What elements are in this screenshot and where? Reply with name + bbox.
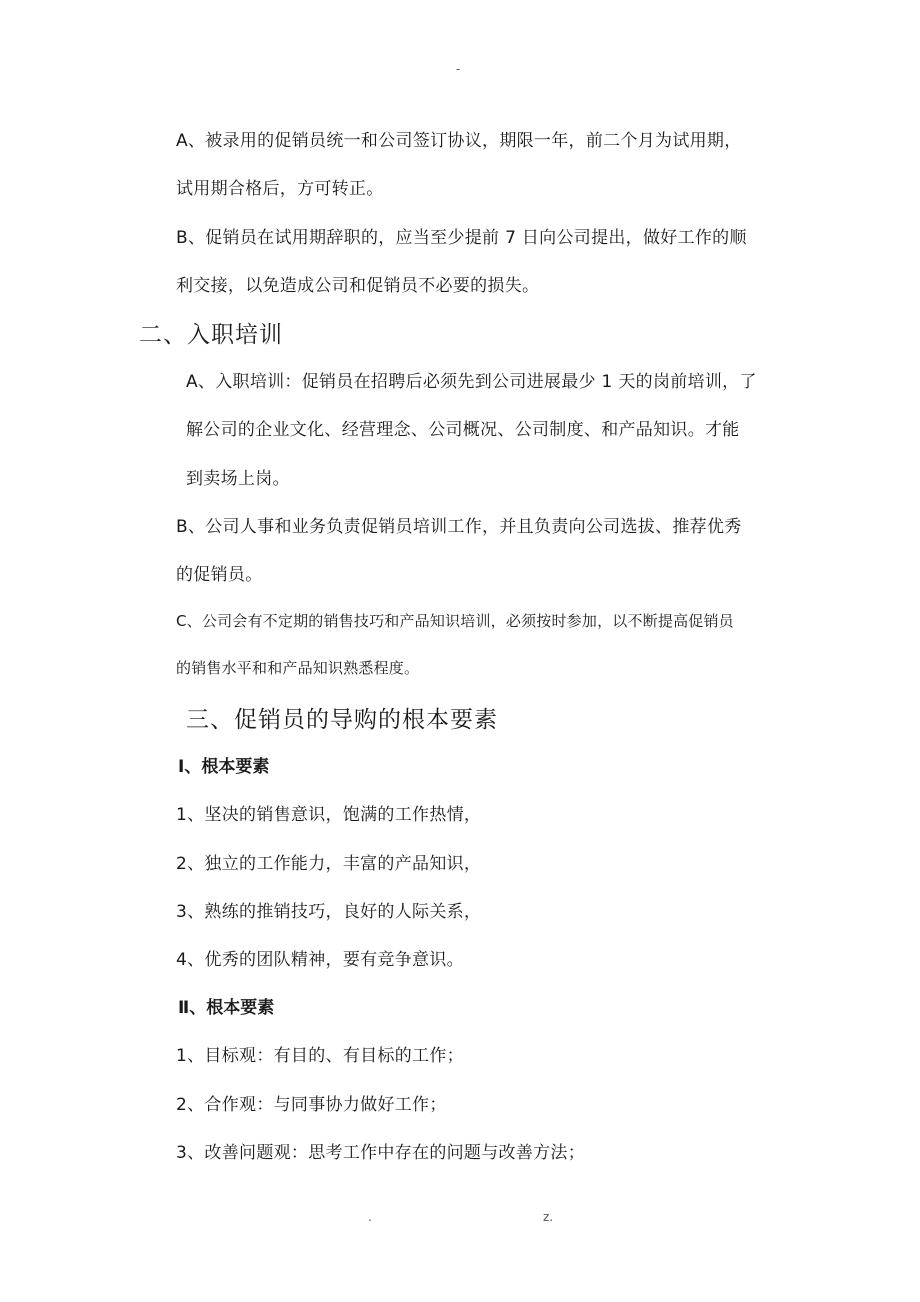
element-item-1: 1、坚决的销售意识，饱满的工作热情， bbox=[176, 805, 482, 825]
element-item-2: 2、独立的工作能力，丰富的产品知识， bbox=[176, 854, 482, 874]
paragraph-a-line1: A、被录用的促销员统一和公司签订协议，期限一年，前二个月为试用期， bbox=[176, 131, 742, 151]
training-b-line1: B、公司人事和业务负责促销员培训工作，并且负责向公司选拔、推荐优秀 bbox=[176, 517, 742, 537]
subsection-title-1: Ⅰ、根本要素 bbox=[178, 757, 270, 777]
paragraph-a-line2: 试用期合格后，方可转正。 bbox=[176, 179, 384, 199]
training-a-line2: 解公司的企业文化、经营理念、公司概况、公司制度、和产品知识。才能 bbox=[186, 420, 740, 440]
training-c-line1: C、公司会有不定期的销售技巧和产品知识培训，必须按时参加，以不断提高促销员 bbox=[176, 612, 734, 630]
training-b-line2: 的促销员。 bbox=[176, 565, 263, 585]
view-item-2: 2、合作观：与同事协力做好工作； bbox=[176, 1095, 447, 1115]
training-a-line1: A、入职培训：促销员在招聘后必须先到公司进展最少 1 天的岗前培训，了 bbox=[186, 372, 757, 392]
section-title-onboarding: 二、入职培训 bbox=[139, 322, 283, 348]
element-item-3: 3、熟练的推销技巧，良好的人际关系， bbox=[176, 902, 482, 922]
training-c-line2: 的销售水平和和产品知识熟悉程度。 bbox=[176, 659, 420, 677]
paragraph-b-line1: B、促销员在试用期辞职的，应当至少提前 7 日向公司提出，做好工作的顺 bbox=[176, 228, 747, 248]
training-a-line3: 到卖场上岗。 bbox=[186, 469, 290, 489]
footer-left-mark: . bbox=[368, 1210, 372, 1224]
view-item-1: 1、目标观：有目的、有目标的工作； bbox=[176, 1046, 464, 1066]
view-item-3: 3、改善问题观：思考工作中存在的问题与改善方法； bbox=[176, 1143, 586, 1163]
header-mark: - bbox=[456, 62, 461, 76]
subsection-title-2: Ⅱ、根本要素 bbox=[178, 998, 275, 1018]
paragraph-b-line2: 利交接，以免造成公司和促销员不必要的损失。 bbox=[176, 276, 540, 296]
footer-right-mark: z. bbox=[543, 1210, 554, 1224]
section-title-elements: 三、促销员的导购的根本要素 bbox=[186, 707, 498, 733]
element-item-4: 4、优秀的团队精神，要有竞争意识。 bbox=[176, 950, 464, 970]
